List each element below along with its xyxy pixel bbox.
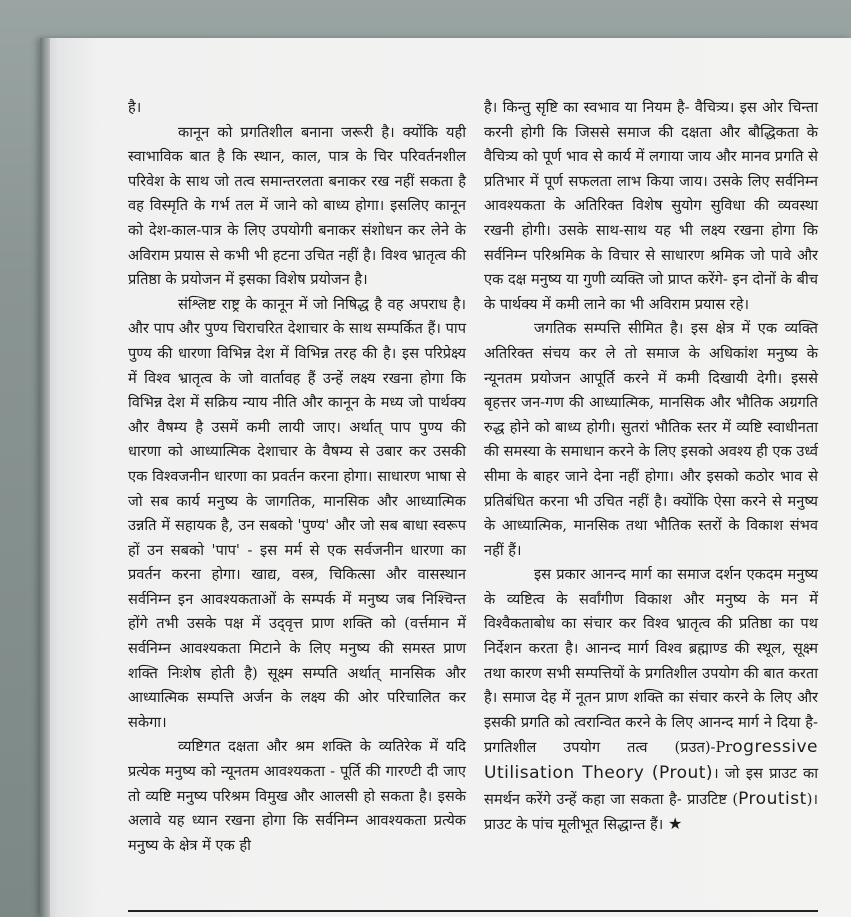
- paragraph-text: इस प्रकार आनन्द मार्ग का समाज दर्शन एकदम मनुष्य के व्यष्टित्व के सर्वांगीण विकाश और मनुष्य के मन में विश्वैकताबोध का संचार कर विश्व भ्रातृत्व की प्रतिष्ठा का पथ निर्देशन करता है। आनन्द मार्ग विश्व ब्रह्माण्ड की स्थूल, सूक्ष्म तथा कारण सभी सम्पत्तियों के प्रगतिशील उपयोग की बात करता है। समाज देह में नूतन प्राण शक्ति का संचार करने के लिए और इसकी प्रगति को त्वरान्वित करने के लिए आनन्द मार्ग ने दिया है- प्रगतिशील उपयोग तत्व (प्रउत)-Pr: [484, 566, 818, 757]
- english-term: ogressive Utilisation Theory (Prout): [484, 737, 818, 784]
- paragraph: संश्लिष्ट राष्ट्र के कानून में जो निषिद्ध है वह अपराध है। और पाप और पुण्य चिराचरित देशाचार के साथ सम्पर्कित हैं। पाप पुण्य की धारणा विभिन्न देश में विभिन्न तरह की है। इस परिप्रेक्ष्य में विश्व भ्रातृत्व के जो वार्तावह हैं उन्हें लक्ष्य रखना होगा कि विभिन्न देश में सक्रिय न्याय नीति और कानून के मध्य जो पार्थक्य और वैषम्य है उसमें कमी लायी जाए। अर्थात् पाप पुण्य की धारणा को आध्यात्मिक देशाचार के वैषम्य से उबार कर उसकी एक विश्वजनीन धारणा का प्रवर्तन करना होगा। साधारण भाषा से जो सब कार्य मनुष्य के जागतिक, मानसिक और आध्यात्मिक उन्नति में सहायक है, उन सबको 'पुण्य' और जो सब बाधा स्वरूप हों उन सबको 'पाप' - इस मर्म से एक सर्वजनीन धारणा का प्रवर्तन करना होगा। खाद्य, वस्त्र, चिकित्सा और वासस्थान सर्वनिम्न इन आवश्यकताओं के सम्पर्क में मनुष्य जब निश्चिन्त होंगे तभी उसके पक्ष में उद्‌वृत्त प्राण शक्ति को (वर्त्तमान में सर्वनिम्न आवश्यकता मिटाने के लिए मनुष्य की समस्त प्राण शक्ति निःशेष होती है) सूक्ष्म सम्पति अर्थात् मानसिक और आध्यात्मिक सम्पत्ति अर्जन के लक्ष्य की ओर परिचालित कर सकेगा।: [128, 295, 466, 731]
- paragraph: है।: [128, 99, 142, 116]
- paragraph: कानून को प्रगतिशील बनाना जरूरी है। क्योंकि यही स्वाभाविक बात है कि स्थान, काल, पात्र के चिर परिवर्तनशील परिवेश के साथ जो तत्व समान्तरलता बनाकर रख नहीं सकता है वह विस्मृति के गर्भ तल में जाने को बाध्य होगा। इसलिए कानून को देश-काल-पात्र के लिए उपयोगी बनाकर संशोधन कर लेने के अविराम प्रयास से कभी भी हटना उचित नहीं है। विश्व भ्रातृत्व की प्रतिष्ठा के प्रयोजन में इसका विशेष प्रयोजन है।: [128, 123, 466, 289]
- paragraph-text: । जो इस प्राउट का समर्थन करेंगे उन्हें कहा जा सकता है- प्राउटिष्ट (: [484, 765, 818, 808]
- right-text-column: [484, 96, 818, 838]
- english-term: Proutist: [738, 788, 807, 809]
- star-icon: ★: [667, 814, 683, 834]
- paragraph: जगतिक सम्पत्ति सीमित है। इस क्षेत्र में एक व्यक्ति अतिरिक्त संचय कर ले तो समाज के अधिकांश मनुष्य के न्यूनतम प्रयोजन आपूर्ति करने में कमी दिखायी देगी। इससे बृहत्तर जन-गण की आध्यात्मिक, मानसिक और भौतिक अग्रगति रुद्ध होने को बाध्य होगी। सुतरां भौतिक स्तर में व्यष्टि स्वाधीनता की समस्या के समाधान करने के लिए इसको अवश्य ही एक उर्ध्व सीमा के बाहर जाने देना नहीं होगा। और इसको कठोर भाव से प्रतिबंधित करना भी उचित नहीं है। क्योंकि ऐसा करने से मनुष्य के आध्यात्मिक, मानसिक तथा भौतिक स्तरों के विकाश संभव नहीं हैं।: [484, 320, 818, 559]
- paragraph: है। किन्तु सृष्टि का स्वभाव या नियम है- वैचित्र्य। इस ओर चिन्ता करनी होगी कि जिससे समाज की दक्षता और बौद्धिकता के वैचित्र्य को पूर्ण भाव से कार्य में लगाया जाय और मानव प्रगति से प्रतिभार में पूर्ण सफलता लाभ किया जाय। उसके लिए सर्वनिम्न आवश्यकता के अतिरिक्त विशेष सुयोग सुविधा की व्यवस्था रखनी होगी। उसके साथ-साथ यह भी लक्ष्य रखना होगा कि सर्वनिम्न परिश्रमिक के विचार से साधारण श्रमिक जो पावे और एक दक्ष मनुष्य या गुणी व्यक्ति जो प्राप्त करेंगे- इन दोनों के बीच के पार्थक्य में कमी लाने का भी अविराम प्रयास रहे।: [484, 99, 818, 313]
- paragraph-text: )। प्राउट के पांच मूलीभूत सिद्धान्त हैं।: [484, 790, 818, 834]
- page-gutter-shadow: [40, 38, 50, 917]
- paragraph: [484, 563, 818, 838]
- bottom-rule: [128, 910, 818, 912]
- left-text-column: [128, 96, 466, 858]
- paragraph: व्यष्टिगत दक्षता और श्रम शक्ति के व्यतिरेक में यदि प्रत्येक मनुष्य को न्यूनतम आवश्यकता - पूर्ति की गारण्टी दी जाए तो व्यष्टि मनुष्य परिश्रम विमुख और आलसी हो सकता है। इसके अलावे यह ध्यान रखना होगा कि सर्वनिम्न आवश्यकता प्रत्येक मनुष्य के क्षेत्र में एक ही: [128, 738, 466, 854]
